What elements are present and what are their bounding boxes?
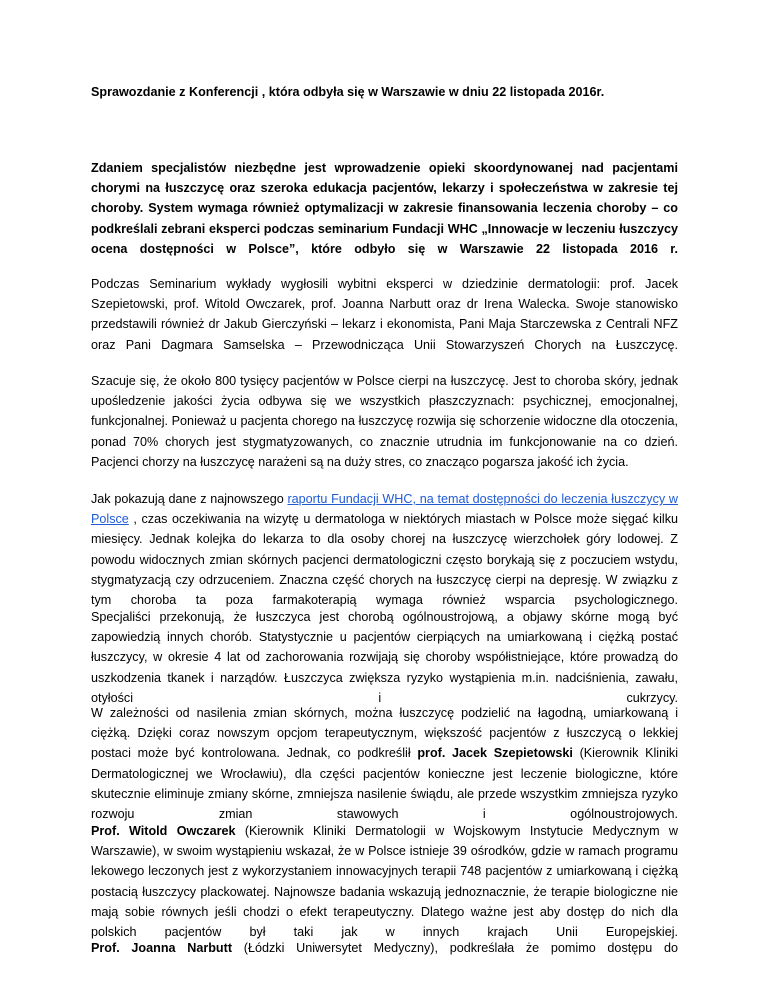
paragraph-severity: W zależności od nasilenia zmian skórnych, można łuszczycę podzielić na łagodną, umiarkowaną i ciężką. Dzięki coraz nowszym opcjom terapeutycznym, większość pacjentów z łuszczycą o lekkiej postaci może być kontrolowana. Jednak, co podkreślił prof. Jacek Szepietowski (Kierownik Kliniki Dermatologicznej we Wrocławiu), dla części pacjentów konieczne jest leczenie biologiczne, które skutecznie eliminuje zmiany skórne, zmniejsza nasilenie świądu, ale przede wszystkim zmniejsza ryzyko rozwoju zmian stawowych i ogólnoustrojowych. <box>91 706 678 822</box>
speaker-name-szepietowski: prof. Jacek Szepietowski <box>417 746 573 761</box>
paragraph-prevalence: Szacuje się, że około 800 tysięcy pacjentów w Polsce cierpi na łuszczycę. Jest to choroba skóry, jednak upośledzenie jakości życia odbywa się we wszystkich płaszczyznach: psychicznej, emocjonalnej, funkcjonalnej. Ponieważ u pacjenta chorego na łuszczycę rozwija się schorzenie widoczne dla otoczenia, ponad 70% chorych jest stygmatyzowanych, co znacznie utrudnia im funkcjonowanie na co dzień. Pacjenci chorzy na łuszczycę narażeni są na duży stres, co znacząco pogarsza jakość ich życia. <box>91 374 678 469</box>
paragraph-systemic: Specjaliści przekonują, że łuszczyca jest chorobą ogólnoustrojową, a objawy skórne mogą być zapowiedzią innych chorób. Statystycznie u pacjentów cierpiących na umiarkowaną i ciężką postać łuszczycy, w okresie 4 lat od zachorowania rozwijają się choroby współistniejące, które prowadzą do uszkodzenia tkanek i narządów. Łuszczyca zwiększa ryzyko wystąpienia m.in. nadciśnienia, zawału, otyłości i cukrzycy. <box>91 610 678 705</box>
paragraph-owczarek: Prof. Witold Owczarek (Kierownik Kliniki Dermatologii w Wojskowym Instytucie Medycznym w Warszawie), w swoim wystąpieniu wskazał, że w Polsce istnieje 39 ośrodków, gdzie w ramach programu lekowego leczonych jest z wykorzystaniem innowacyjnych terapii 748 pacjentów z umiarkowaną i ciężką postacią łuszczycy plackowatej. Najnowsze badania wskazują jednoznacznie, że terapie biologiczne nie mają sobie równych jeśli chodzi o efekt terapeutyczny. Dlatego ważne jest aby dostęp do nich dla polskich pacjentów był taki jak w innych krajach Unii Europejskiej. <box>91 824 678 940</box>
report-text-start: Jak pokazują dane z najnowszego <box>91 492 288 506</box>
speaker-name-narbutt: Prof. Joanna Narbutt <box>91 941 233 955</box>
paragraph-report <box>91 489 678 610</box>
report-text-end: , czas oczekiwania na wizytę u dermatologa w niektórych miastach w Polsce może sięgać kilku miesięcy. Jednak kolejka do lekarza to dla osoby chorej na łuszczycę wierzchołek góry lodowej. Z powodu widocznych zmian skórnych pacjenci dermatologiczni często borykają się z poczuciem wstydu, stygmatyzacją czy odrzuceniem. Znaczna część chorych na łuszczycę cierpi na depresję. W związku z tym choroba ta poza farmakoterapią wymaga również wsparcia psychologicznego. <box>91 512 678 608</box>
speaker-name-owczarek: Prof. Witold Owczarek <box>91 824 236 838</box>
lead-paragraph: Zdaniem specjalistów niezbędne jest wprowadzenie opieki skoordynowanej nad pacjentami chorymi na łuszczycę oraz szeroka edukacja pacjentów, lekarzy i społeczeństwa w zakresie tej choroby. System wymaga również optymalizacji w zakresie finansowania leczenia choroby – co podkreślali zebrani eksperci podczas seminarium Fundacji WHC „Innowacje w leczeniu łuszczycy ocena dostępności w Polsce”, które odbyło się w Warszawie 22 listopada 2016 r. <box>91 161 678 256</box>
paragraph-speakers: Podczas Seminarium wykłady wygłosili wybitni eksperci w dziedzinie dermatologii: prof. Jacek Szepietowski, prof. Witold Owczarek, prof. Joanna Narbutt oraz dr Irena Walecka. Swoje stanowisko przedstawili również dr Jakub Gierczyński – lekarz i ekonomista, Pani Maja Starczewska z Centrali NFZ oraz Pani Dagmara Samselska – Przewodnicząca Unii Stowarzyszeń Chorych na Łuszczycę. <box>91 277 678 352</box>
report-link[interactable]: raportu Fundacji WHC, na temat dostępności do leczenia łuszczycy w Polsce <box>91 492 678 527</box>
paragraph-narbutt: Prof. Joanna Narbutt (Łódzki Uniwersytet Medyczny), podkreślała że pomimo dostępu do <box>91 941 678 955</box>
document-title: Sprawozdanie z Konferencji , która odbyła się w Warszawie w dniu 22 listopada 2016r. <box>91 85 605 99</box>
